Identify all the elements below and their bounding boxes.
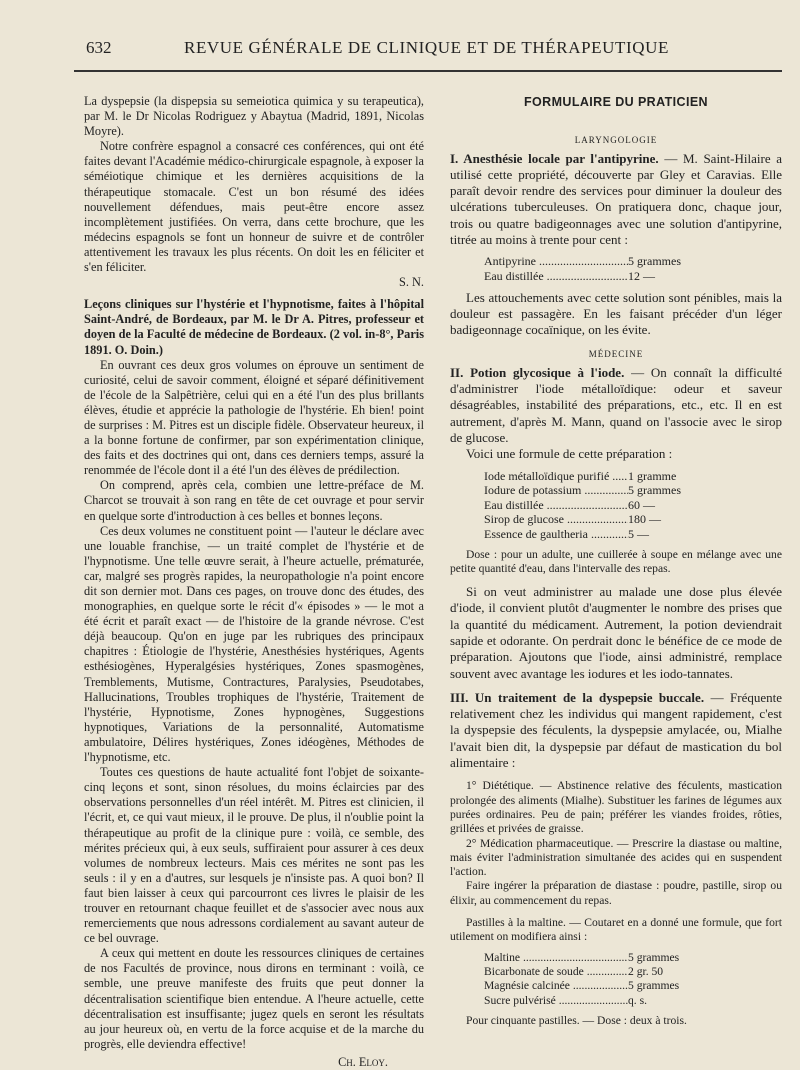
right-column <box>450 94 782 1028</box>
journal-title: REVUE GÉNÉRALE DE CLINIQUE ET DE THÉRAPEUTIQUE <box>184 38 669 57</box>
recipe-row: Eau distillée ..... 12 — <box>484 269 724 284</box>
review-2-paragraph-2: On comprend, après cela, combien une lettre-préface de M. Charcot se trouvait à son rang en tête de cet ouvrage et pour servir en quelque sorte d'introduction à ces belles et bonnes leçons. <box>84 478 424 523</box>
recipe-row: Magnésie calcinée ..... 5 grammes <box>484 979 724 993</box>
section-3-dietetique: 1° Diététique. — Abstinence relative des féculents, mastication prolongée des aliments (Mialhe). Substituer les farines de légumes aux purées ordinaires. Peu de pain; préférer les viandes froides, rôties, grillées et privées de graisse. <box>450 779 782 836</box>
review-2-paragraph-3: Ces deux volumes ne constituent point — l'auteur le déclare avec une louable franchise, — un traité complet de l'hystérie et de l'hypnotisme. Une telle œuvre serait, à l'heure actuelle, prématurée, car, malgré ses progrès rapides, la neuropathologie n'a point encore dit son dernier mot. Dans ces pages, on trouve donc des études, des monographies, en quelque sorte le récit d'« épisodes » — le mot a été écrit et paraît exact — de l'histoire de la grande névrose. C'est déjà beaucoup. Qu'on en juge par les rubriques des principaux chapitres : Étiologie de l'hystérie, Anesthésies hystériques, Agents esthésiogènes, Hyperalgésies hystériques, Zones spasmogènes, Tremblements, Mutisme, Contractures, Paralysies, Pseudotabes, Hallucinations, Troubles trophiques de l'hystérie, Traitement de l'hystérie, Hypnotisme, Zones hypnogènes, Suggestions hypnotiques, Variations de la personnalité, Automatisme ambulatoire, Délires hystériques, Zones idéogènes, Méthodes de l'hypnotisme, etc. <box>84 523 424 765</box>
section-1-after: Les attouchements avec cette solution sont pénibles, mais la douleur est passagère. En les faisant précéder d'un léger badigeonnage cocaïnique, on les évite. <box>450 289 782 338</box>
recipe-row: Antipyrine ..... 5 grammes <box>484 254 724 269</box>
recipe-1 <box>484 254 782 283</box>
formulaire-heading: FORMULAIRE DU PRATICIEN <box>524 95 708 109</box>
section-2-heading: II. Potion glycosique à l'iode. <box>450 364 625 380</box>
section-medecine-title: MÉDECINE <box>588 349 644 360</box>
section-3-medication: 2° Médication pharmaceutique. — Prescrire la diastase ou maltine, mais éviter l'administration simultanée des acides qui en suspendent l'action. <box>450 836 782 879</box>
review-2-paragraph-4: Toutes ces questions de haute actualité font l'objet de soixante-cinq leçons et sont, sinon résolues, du moins éclaircies par des observations personnelles d'un réel intérêt. M. Pitres est clinicien, il l'écrit, et, ce qui vaut mieux, il le prouve. De plus, il n'oublie point la thérapeutique au profit de la clinique pure : voilà, ce semble, des mérites précieux qui, à eux seuls, suffiraient pour assurer à ces deux volumes de nombreux lecteurs. Mais ces mérites ne sont pas les seuls : il y en a d'autres, sur lesquels je n'insiste pas. A quoi bon? Il faut bien laisser à ceux qui parcourront ces livres le plaisir de les trouver en retournant chaque feuillet et de s'associer avec nous aux remerciements que nous adressons cordialement au savant auteur de ce bel ouvrage. <box>84 765 424 946</box>
section-1-heading: I. Anesthésie locale par l'antipyrine. <box>450 150 659 166</box>
review-1-heading: La dyspepsie (la dispepsia su semeiotica quimica y su terapeutica), par M. le Dr Nicolas Rodriguez y Abaytua (Madrid, 1891, Nicolas Moyre). <box>84 94 424 139</box>
recipe-3 <box>484 951 782 1008</box>
section-2-intro: Voici une formule de cette préparation : <box>466 446 673 462</box>
review-1-body: Notre confrère espagnol a consacré ces conférences, qui ont été faites devant l'Académie médico-chirurgicale espagnole, à exposer la séméiotique chimique et les dernières acquisitions de la thérapeutique stomacale. C'est un bon résumé des idées nouvellement défendues, mais peut-être encore assez incomplètement justifiées. On verra, dans cette brochure, que les médecins espagnols se font un honneur de suivre et de contrôler attentivement les travaux les plus récents. On doit les en féliciter et s'en féliciter. <box>84 139 425 275</box>
recipe-row: Bicarbonate de soude ..... 2 gr. 50 <box>484 965 724 979</box>
review-2-heading: Leçons cliniques sur l'hystérie et l'hypnotisme, faites à l'hôpital Saint-André, de Bordeaux, par M. le Dr A. Pitres, professeur et doyen de la Faculté de médecine de Bordeaux. (2 vol. in-8°, Paris 1891. O. Doin.) <box>84 297 424 357</box>
section-3-heading: III. Un traitement de la dyspepsie buccale. <box>450 689 705 705</box>
recipe-row: Eau distillée ..... 60 — <box>484 498 724 513</box>
page-number: 632 <box>86 38 112 57</box>
left-column <box>84 94 424 1070</box>
section-3-text: — Fréquente relativement chez les individus qui mangent rapidement, c'est la dyspepsie des féculents, la dyspepsie amylacée, ou, Mialhe l'avait bien dit, la dyspepsie par défaut de mastication du bol alimentaire : <box>450 689 783 771</box>
section-2-after: Si on veut administrer au malade une dose plus élevée d'iode, il convient plutôt d'augmenter le nombre des prises que la quantité du médicament. Autrement, la potion deviendrait sapide et odorante. On perdrait donc le bénéfice de ce mode de préparation. Ajoutons que l'iode, ainsi administré, remplace souvent avec avantage les iodures et les iodo-tannates. <box>450 584 782 681</box>
recipe-row: Maltine ..... 5 grammes <box>484 951 724 965</box>
review-1-signature: S. N. <box>399 275 424 290</box>
section-3-pastilles: Pastilles à la maltine. — Coutaret en a donné une formule, que fort utilement on modifiera ainsi : <box>450 916 782 944</box>
review-2-paragraph-5: A ceux qui mettent en doute les ressources cliniques de certaines de nos Facultés de province, nous dirons en terminant : voilà, ce semble, une preuve manifeste des fruits que peut donner la décentralisation scientifique bien entendue. A l'heure actuelle, cette décentralisation est insuffisante; jugez quels en seront les résultats au jour heureux où, en vertu de la force acquise et de la marche du progrès, elle deviendra effective! <box>84 946 424 1051</box>
recipe-row: Sirop de glucose ..... 180 — <box>484 512 724 527</box>
review-2-signature: Ch. Eloy. <box>338 1054 388 1069</box>
review-2-paragraph-1: En ouvrant ces deux gros volumes on éprouve un sentiment de curiosité, celui de savoir comment, éloigné et séparé définitivement de l'école de la Salpêtrière, celui qui en a été l'un des plus brillants élèves, étudie et apprécie la pathologie de l'hystérie. Eh bien! point de surprises : M. Pitres est un disciple fidèle. Observateur heureux, il a la bonne fortune de confirmer, par son expérimentation clinique, des faits et des doctrines qui ont, dans ces derniers temps, assuré la renommée de l'école dont il a été l'un des élèves de prédilection. <box>84 357 424 478</box>
section-2-text: — On connaît la difficulté d'administrer l'iode métalloïdique: odeur et saveur désagréables, instabilité des préparations, etc., etc. Il en est autrement, d'après M. Mann, quand on l'associe avec le sirop de glucose. <box>450 364 782 445</box>
section-laryngologie-title: LARYNGOLOGIE <box>574 135 658 146</box>
header-rule <box>74 70 782 72</box>
section-2-dose: Dose : pour un adulte, une cuillerée à soupe en mélange avec une petite quantité d'eau, dans l'intervalle des repas. <box>450 547 782 575</box>
recipe-row: Essence de gaultheria ..... 5 — <box>484 527 724 542</box>
recipe-row: Iodure de potassium ..... 5 grammes <box>484 483 724 498</box>
section-3-preparation: Faire ingérer la préparation de diastase : poudre, pastille, sirop ou élixir, au commencement du repas. <box>450 879 782 907</box>
section-1-text: — M. Saint-Hilaire a utilisé cette propriété, découverte par Gley et Caravias. Elle paraît devoir rendre des services pour diminuer la douleur des ulcérations tuberculeuses. On pratiquera donc, chaque jour, trois ou quatre badigeonnages avec une solution d'antipyrine, titrée au moins à trente pour cent : <box>450 150 783 248</box>
page-header <box>72 38 772 60</box>
recipe-2 <box>484 469 782 542</box>
recipe-row: Iode métalloïdique purifié ..... 1 gramme <box>484 469 724 484</box>
section-3-end: Pour cinquante pastilles. — Dose : deux à trois. <box>466 1013 687 1027</box>
recipe-row: Sucre pulvérisé ..... q. s. <box>484 994 724 1008</box>
